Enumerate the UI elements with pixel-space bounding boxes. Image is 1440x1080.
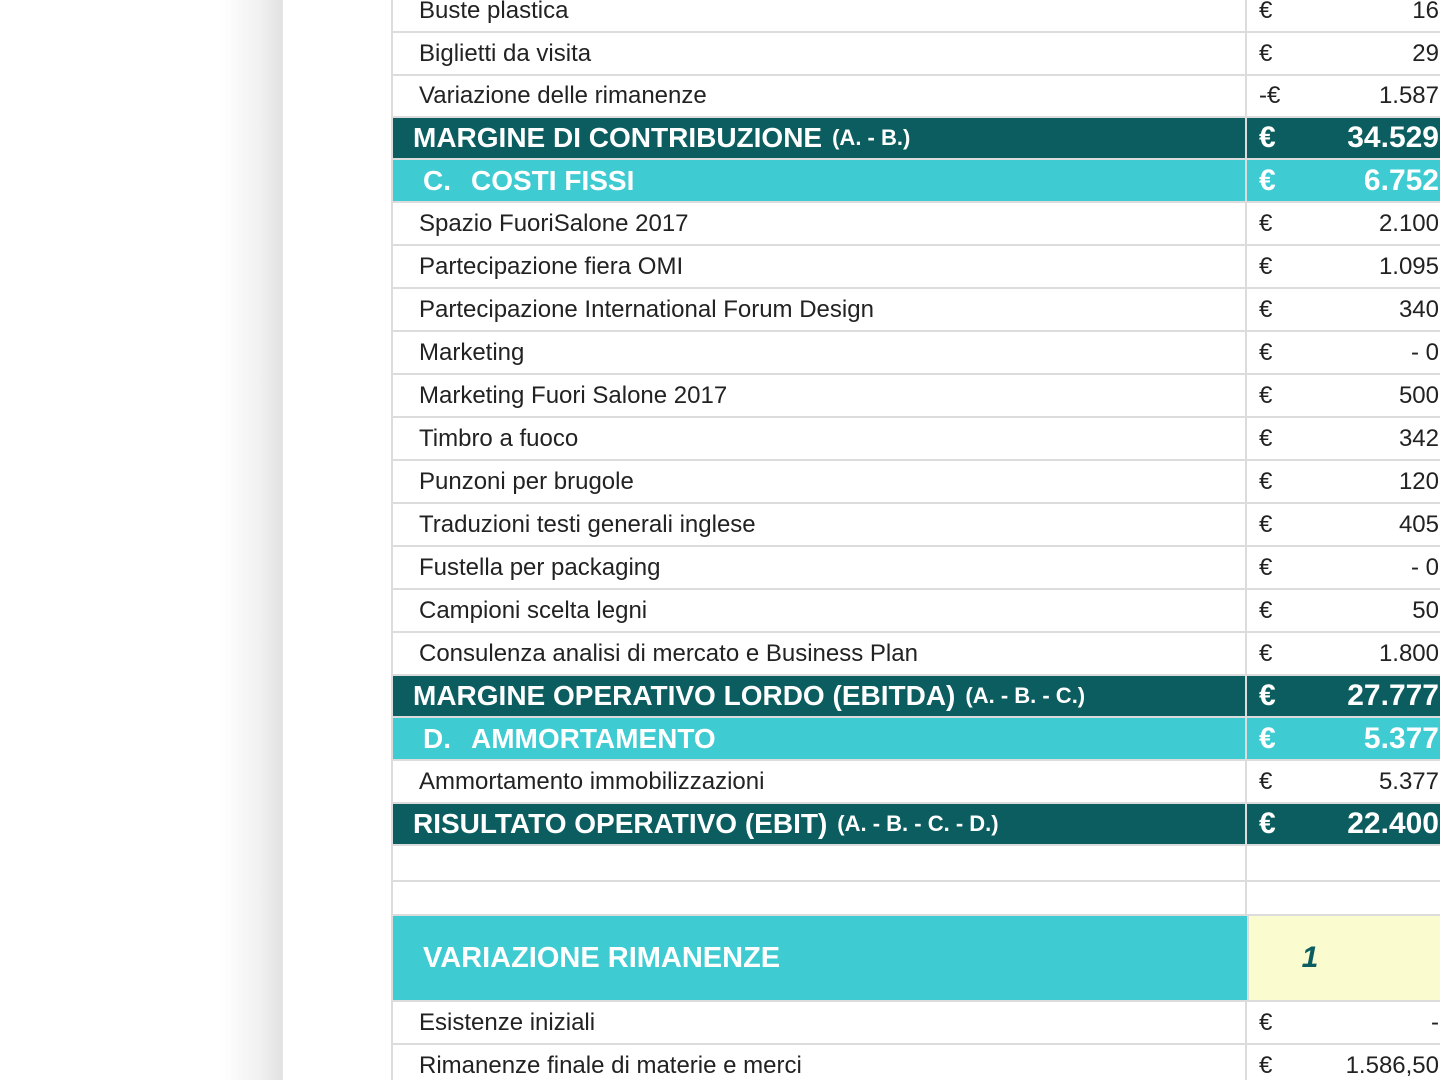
empty-cell (391, 882, 1247, 914)
margin-row-ebit (391, 804, 1440, 846)
row-amount: 50 (1412, 596, 1439, 624)
row-amount: - 0 (1410, 553, 1439, 581)
margin-amount: 22.400 (1347, 807, 1439, 840)
currency-symbol: € (1259, 424, 1273, 452)
page-shadow (0, 0, 282, 1080)
currency-symbol: € (1259, 121, 1276, 154)
currency-symbol: € (1259, 252, 1273, 280)
table-row (391, 0, 1440, 33)
table-row (391, 1045, 1440, 1080)
currency-symbol: € (1259, 510, 1273, 538)
row-amount: 2.100 (1378, 209, 1439, 237)
section-letter: C. (423, 164, 451, 196)
table-row (391, 332, 1440, 375)
row-label: Partecipazione fiera OMI (391, 246, 1247, 287)
currency-symbol: € (1259, 767, 1273, 795)
currency-symbol: € (1259, 338, 1273, 366)
currency-symbol: € (1259, 721, 1276, 755)
currency-symbol: € (1259, 639, 1273, 667)
currency-symbol: € (1259, 209, 1273, 237)
currency-symbol: € (1259, 679, 1276, 712)
row-label: Consulenza analisi di mercato e Business Plan (391, 633, 1247, 674)
variazione-rimanenze-header (391, 916, 1440, 1002)
table-row (391, 761, 1440, 804)
row-label: Punzoni per brugole (391, 461, 1247, 502)
currency-symbol: € (1259, 163, 1276, 197)
currency-symbol: € (1259, 807, 1276, 840)
margin-amount: 34.529 (1347, 121, 1439, 154)
margin-label (391, 676, 1247, 716)
section-label (391, 160, 1247, 201)
row-amount: 1.586,50 (1345, 1051, 1439, 1079)
currency-symbol: € (1259, 381, 1273, 409)
section-row-costi-fissi (391, 160, 1440, 203)
currency-symbol: € (1259, 1051, 1273, 1079)
margin-formula: (A. - B.) (832, 125, 911, 150)
row-amount: 342 (1398, 424, 1439, 452)
table-row (391, 203, 1440, 246)
table-row (391, 1002, 1440, 1045)
row-label: Traduzioni testi generali inglese (391, 504, 1247, 545)
row-label: Rimanenze finale di materie e merci (391, 1045, 1247, 1080)
currency-symbol: € (1259, 553, 1273, 581)
section-label (391, 718, 1247, 759)
empty-row (391, 846, 1440, 882)
margin-formula: (A. - B. - C.) (965, 683, 1086, 708)
currency-symbol: € (1259, 39, 1273, 67)
currency-symbol: € (1259, 467, 1273, 495)
row-amount: 1.095 (1378, 252, 1439, 280)
row-amount: 5.377 (1378, 767, 1439, 795)
row-amount: 1.587 (1378, 82, 1439, 109)
margin-row-ebitda (391, 676, 1440, 718)
row-label: Buste plastica (391, 0, 1247, 31)
row-label: Timbro a fuoco (391, 418, 1247, 459)
row-label: Marketing Fuori Salone 2017 (391, 375, 1247, 416)
margin-formula: (A. - B. - C. - D.) (837, 811, 999, 836)
empty-cell (391, 846, 1247, 880)
table-row (391, 289, 1440, 332)
row-label: Variazione delle rimanenze (391, 76, 1247, 116)
row-label: Ammortamento immobilizzazioni (391, 761, 1247, 802)
empty-row (391, 882, 1440, 916)
row-amount: 340 (1398, 295, 1439, 323)
row-amount: 500 (1398, 381, 1439, 409)
variazione-value-cell: 1 (1247, 916, 1440, 1000)
section-row-ammortamento (391, 718, 1440, 761)
table-row (391, 246, 1440, 289)
currency-symbol: € (1259, 596, 1273, 624)
table-row (391, 375, 1440, 418)
margin-title: RISULTATO OPERATIVO (EBIT) (413, 808, 828, 839)
currency-symbol: € (1259, 0, 1273, 24)
currency-symbol: € (1259, 295, 1273, 323)
section-amount: 5.377 (1363, 721, 1439, 755)
section-title: AMMORTAMENTO (471, 722, 716, 754)
margin-label (391, 118, 1247, 158)
row-amount: 405 (1398, 510, 1439, 538)
section-title: VARIAZIONE RIMANENZE (391, 916, 1247, 1000)
section-amount: 6.752 (1363, 163, 1439, 197)
table-row (391, 418, 1440, 461)
row-amount: - (1431, 1008, 1439, 1036)
table-row (391, 461, 1440, 504)
margin-label (391, 804, 1247, 844)
table-row (391, 633, 1440, 676)
table-row (391, 547, 1440, 590)
row-amount: 120 (1398, 467, 1439, 495)
currency-symbol: € (1259, 1008, 1273, 1036)
row-amount: - 0 (1410, 338, 1439, 366)
margin-row-contribuzione (391, 118, 1440, 160)
row-label: Esistenze iniziali (391, 1002, 1247, 1043)
section-title: COSTI FISSI (471, 164, 635, 196)
table-row (391, 33, 1440, 76)
spreadsheet (282, 0, 1440, 1080)
margin-title: MARGINE DI CONTRIBUZIONE (413, 122, 823, 153)
currency-symbol: -€ (1259, 82, 1281, 109)
row-label: Biglietti da visita (391, 33, 1247, 74)
row-label: Spazio FuoriSalone 2017 (391, 203, 1247, 244)
row-label: Partecipazione International Forum Design (391, 289, 1247, 330)
margin-title: MARGINE OPERATIVO LORDO (EBITDA) (413, 680, 956, 711)
row-label: Fustella per packaging (391, 547, 1247, 588)
row-amount: 29 (1412, 39, 1439, 67)
row-amount: 16 (1412, 0, 1439, 24)
row-label: Marketing (391, 332, 1247, 373)
table-row (391, 504, 1440, 547)
row-amount: 1.800 (1378, 639, 1439, 667)
row-label: Campioni scelta legni (391, 590, 1247, 631)
section-letter: D. (423, 722, 451, 754)
table-row (391, 590, 1440, 633)
margin-amount: 27.777 (1347, 679, 1439, 712)
table-row (391, 76, 1440, 118)
